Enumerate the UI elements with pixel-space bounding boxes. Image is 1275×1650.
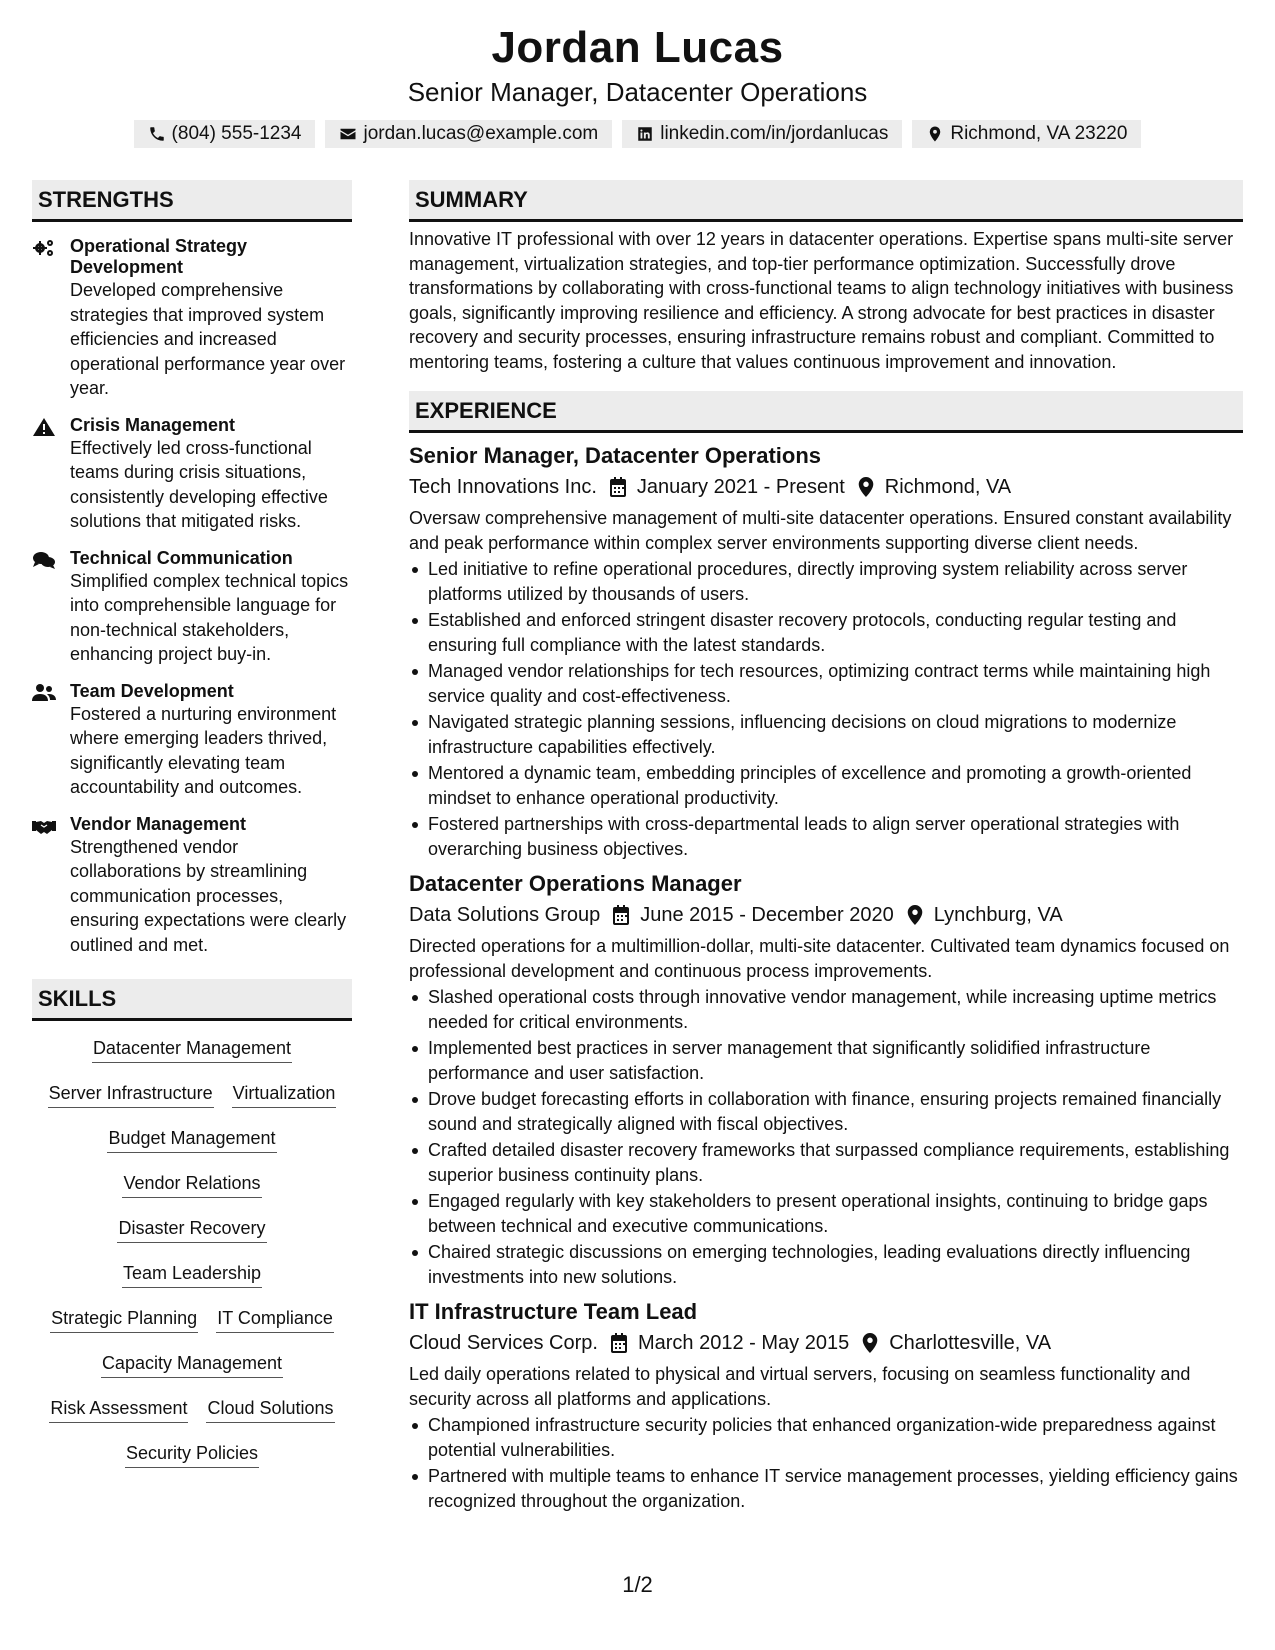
resume-header: [0, 22, 1275, 148]
contact-location: [912, 120, 1141, 148]
location-pin-icon: [926, 125, 944, 143]
skill-tag: Datacenter Management: [92, 1035, 292, 1063]
contact-location-text: Richmond, VA 23220: [950, 123, 1128, 144]
strengths-heading: STRENGTHS: [32, 180, 352, 222]
envelope-icon: [339, 125, 357, 143]
contact-email[interactable]: [325, 120, 612, 148]
job-bullet: Implemented best practices in server management that significantly solidified infrastructure performance and user satisfaction.: [409, 1036, 1243, 1085]
strength-description: Simplified complex technical topics into comprehensible language for non-technical stakeholders, enhancing project buy-in.: [70, 570, 349, 664]
job-description: Oversaw comprehensive management of multi-site datacenter operations. Ensured constant availability and peak performance within complex server environments supporting diverse client needs.: [409, 508, 1232, 553]
job-company: Data Solutions Group: [409, 904, 601, 926]
strength-item: [32, 548, 352, 667]
strength-description: Effectively led cross-functional teams during crisis situations, consistently developing effective solutions that mitigated risks.: [70, 437, 328, 531]
skill-tag: Team Leadership: [122, 1260, 262, 1288]
job-bullet: Mentored a dynamic team, embedding principles of excellence and promoting a growth-oriented mindset to enhance operational productivity.: [409, 761, 1243, 810]
job-dates: June 2015 - December 2020: [640, 904, 894, 926]
job-dates: March 2012 - May 2015: [637, 1332, 850, 1354]
job-title: Datacenter Operations Manager: [409, 871, 742, 896]
skill-tag: Cloud Solutions: [206, 1395, 334, 1423]
job-description: Led daily operations related to physical and virtual servers, focusing on seamless functionality and security across all platforms and applications.: [409, 1364, 1191, 1409]
candidate-name: Jordan Lucas: [491, 23, 784, 72]
job-bullet: Chaired strategic discussions on emerging technologies, leading evaluations directly influencing investments into new solutions.: [409, 1240, 1243, 1289]
warning-triangle-icon: [32, 417, 56, 437]
job-dates: January 2021 - Present: [636, 476, 845, 498]
contact-linkedin-text: linkedin.com/in/jordanlucas: [660, 123, 889, 144]
job-bullet: Engaged regularly with key stakeholders to present operational insights, continuing to bridge gaps between technical and executive communications.: [409, 1189, 1243, 1238]
linkedin-icon: [636, 125, 654, 143]
skills-heading: SKILLS: [32, 979, 352, 1021]
job-bullet: Championed infrastructure security policies that enhanced organization-wide preparedness against potential vulnerabilities.: [409, 1413, 1243, 1462]
location-pin-icon: [857, 477, 875, 497]
contact-phone-text: (804) 555-1234: [171, 123, 302, 144]
job-description: Directed operations for a multimillion-dollar, multi-site datacenter. Cultivated team dynamics focused on professional development and continuous process improvements.: [409, 936, 1230, 981]
strength-description: Fostered a nurturing environment where emerging leaders thrived, significantly elevating team accountability and outcomes.: [70, 703, 337, 797]
skill-tag: Budget Management: [107, 1125, 276, 1153]
job-bullet: Managed vendor relationships for tech resources, optimizing contract terms while maintaining high service quality and cost-effectiveness.: [409, 659, 1243, 708]
job-meta: [409, 1328, 1243, 1358]
strength-item: [32, 236, 352, 401]
strength-title: Vendor Management: [70, 813, 247, 834]
job-title: IT Infrastructure Team Lead: [409, 1299, 698, 1324]
experience-heading: EXPERIENCE: [409, 391, 1243, 433]
job-bullet: Partnered with multiple teams to enhance IT service management processes, yielding efficiency gains recognized throughout the organization.: [409, 1464, 1243, 1513]
job-bullets: [409, 985, 1243, 1289]
skill-tag: Vendor Relations: [122, 1170, 261, 1198]
job-bullet: Drove budget forecasting efforts in collaboration with finance, ensuring projects remained financially sound and strategically aligned with fiscal objectives.: [409, 1087, 1243, 1136]
job-list: [409, 441, 1243, 1513]
location-pin-icon: [861, 1333, 879, 1353]
job-entry: [409, 441, 1243, 861]
strength-item: [32, 415, 352, 534]
contact-linkedin[interactable]: [622, 120, 902, 148]
right-column: [409, 180, 1243, 1515]
job-meta: [409, 472, 1243, 502]
candidate-title: Senior Manager, Datacenter Operations: [407, 77, 868, 107]
job-title: Senior Manager, Datacenter Operations: [409, 443, 822, 468]
job-bullets: [409, 1413, 1243, 1513]
strength-title: Team Development: [70, 680, 234, 701]
skill-tag: Server Infrastructure: [48, 1080, 214, 1108]
skill-tag: Security Policies: [125, 1440, 259, 1468]
users-icon: [32, 683, 56, 703]
job-location: Charlottesville, VA: [889, 1332, 1052, 1354]
phone-icon: [148, 125, 166, 143]
skill-tag: Risk Assessment: [49, 1395, 188, 1423]
job-bullet: Fostered partnerships with cross-departmental leads to align server operational strategies with overarching business objectives.: [409, 812, 1243, 861]
summary-heading: SUMMARY: [409, 180, 1243, 222]
skills-list: [32, 1035, 352, 1485]
job-entry: [409, 1297, 1243, 1513]
job-company: Cloud Services Corp.: [409, 1332, 598, 1354]
job-bullet: Crafted detailed disaster recovery frameworks that surpassed compliance requirements, establishing superior business continuity plans.: [409, 1138, 1243, 1187]
skill-tag: Disaster Recovery: [117, 1215, 266, 1243]
calendar-icon: [609, 477, 627, 497]
job-meta: [409, 900, 1243, 930]
job-bullet: Slashed operational costs through innovative vendor management, while increasing uptime metrics needed for critical environments.: [409, 985, 1243, 1034]
job-bullet: Established and enforced stringent disaster recovery protocols, conducting regular testing and ensuring full compliance with the latest standards.: [409, 608, 1243, 657]
comments-icon: [32, 550, 56, 570]
left-column: [32, 180, 352, 1485]
skill-tag: Strategic Planning: [50, 1305, 198, 1333]
job-location: Lynchburg, VA: [933, 904, 1063, 926]
summary-text: Innovative IT professional with over 12 years in datacenter operations. Expertise spans multi-site server management, virtualization strategies, and top-tier performance optimization. Successfully drove transformations by collaborating with cross-functional teams to align technology initiatives with business goals, significantly improving resilience and efficiency. A strong advocate for best practices in disaster recovery and security processes, ensuring infrastructure remains robust and compliant. Committed to mentoring teams, fostering a culture that values continuous improvement and innovation.: [409, 229, 1234, 372]
contact-bar: [0, 120, 1275, 148]
strength-title: Operational Strategy Development: [70, 236, 248, 277]
strength-title: Crisis Management: [70, 414, 236, 435]
skill-tag: Virtualization: [232, 1080, 337, 1108]
contact-email-text: jordan.lucas@example.com: [363, 123, 599, 144]
strength-description: Developed comprehensive strategies that improved system efficiencies and increased operational performance year over year.: [70, 280, 346, 398]
strength-item: [32, 681, 352, 800]
skill-tag: IT Compliance: [216, 1305, 334, 1333]
handshake-icon: [32, 816, 56, 836]
page-number: 1/2: [622, 1572, 653, 1597]
calendar-icon: [612, 905, 630, 925]
gears-icon: [32, 238, 56, 258]
strength-description: Strengthened vendor collaborations by streamlining communication processes, ensuring expectations were clearly outlined and met.: [70, 836, 347, 955]
skill-tag: Capacity Management: [101, 1350, 283, 1378]
job-bullet: Navigated strategic planning sessions, influencing decisions on cloud migrations to modernize infrastructure capabilities effectively.: [409, 710, 1243, 759]
job-bullet: Led initiative to refine operational procedures, directly improving system reliability across server platforms utilized by thousands of users.: [409, 557, 1243, 606]
strength-item: [32, 814, 352, 958]
calendar-icon: [610, 1333, 628, 1353]
contact-phone[interactable]: [134, 120, 316, 148]
job-location: Richmond, VA: [884, 476, 1012, 498]
strength-title: Technical Communication: [70, 547, 293, 568]
job-bullets: [409, 557, 1243, 861]
job-entry: [409, 869, 1243, 1289]
job-company: Tech Innovations Inc.: [409, 476, 597, 498]
location-pin-icon: [906, 905, 924, 925]
